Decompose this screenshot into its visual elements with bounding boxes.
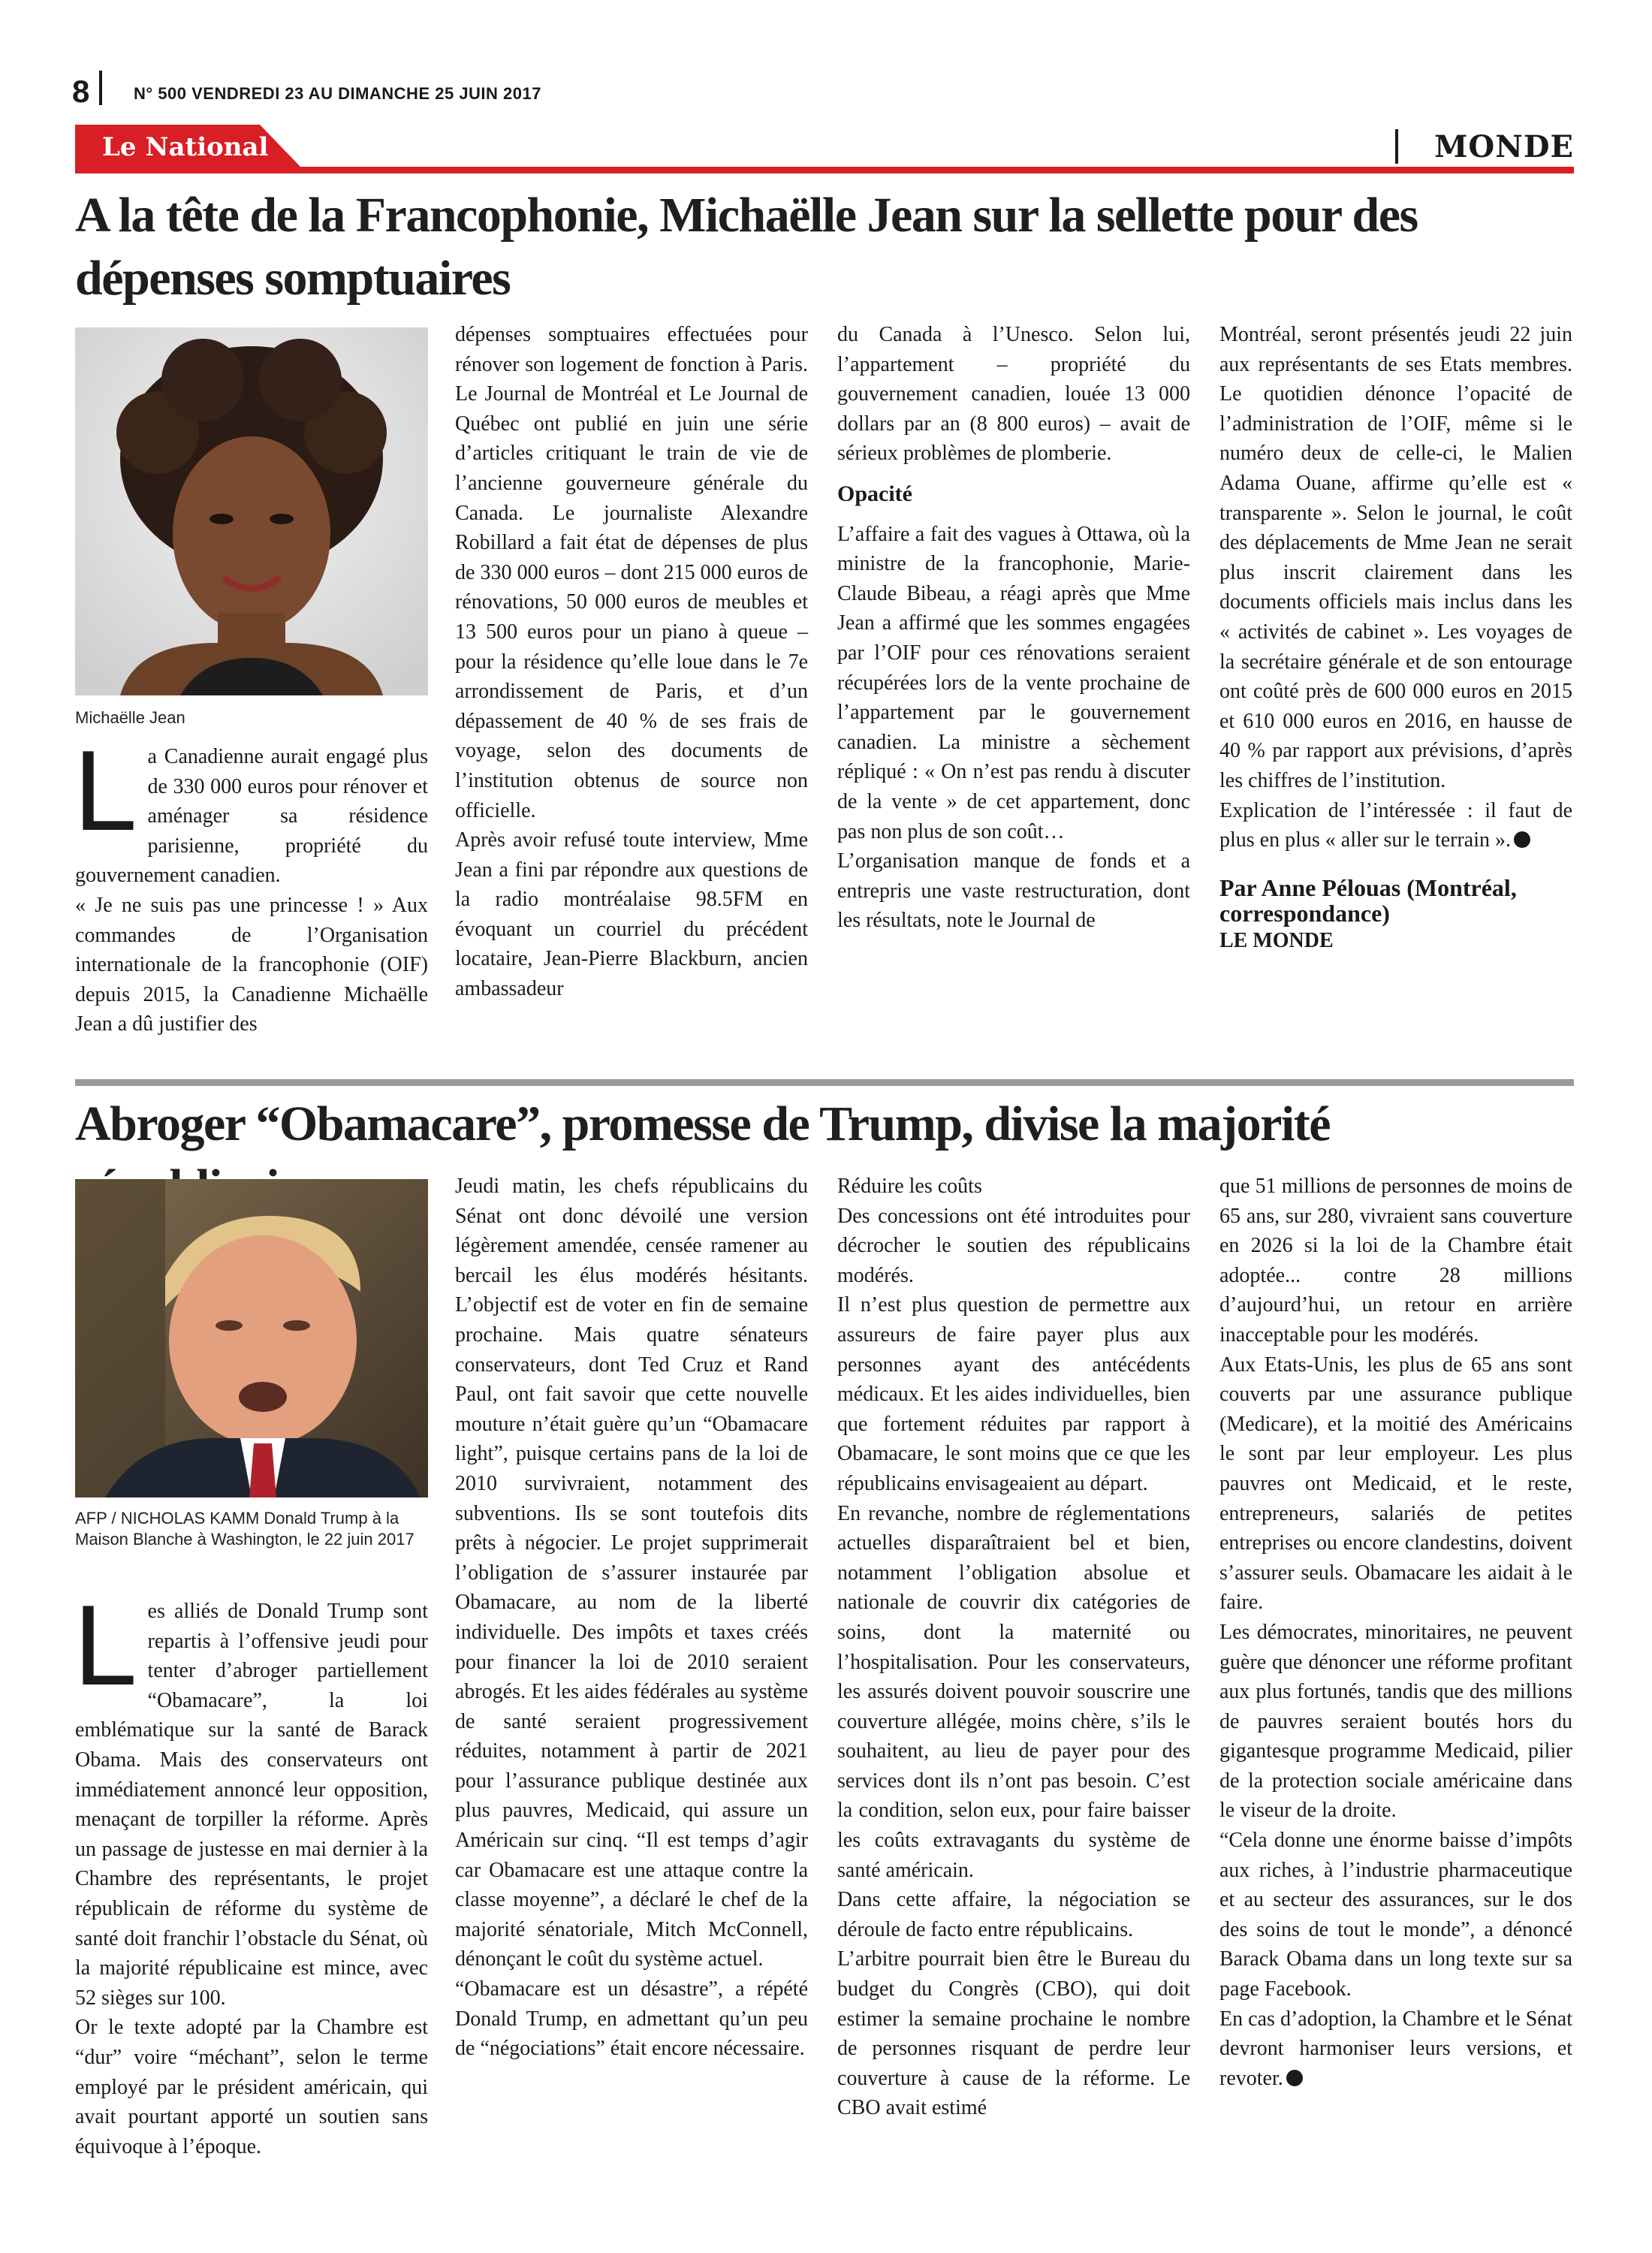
article2-paragraph: “Cela donne une énorme baisse d’impôts aux riches, à l’industrie pharmaceutique et au secteur des assurances, sur le dos des soins de tout le monde”, a dénoncé Barack Obama dans un long texte sur sa page Facebook.	[1219, 1829, 1572, 2001]
article1-column-4	[1219, 320, 1572, 955]
article1-paragraph: Après avoir refusé toute interview, Mme Jean a fini par répondre aux questions de la radio montréalaise 98.5FM en évoquant un courriel du précédent locataire, Jean-Pierre Blackburn, ancien ambassadeur	[455, 828, 808, 1001]
page-number-divider	[99, 71, 102, 105]
article1-column-3	[837, 320, 1190, 936]
article1-source: LE MONDE	[1219, 928, 1334, 952]
article2-paragraph: En revanche, nombre de réglementations actuelles disparaîtraient bel et bien, notamment l’obligation absolue et nationale de couvrir dix catégories de soins, dont la maternité ou l’hospitalisation. Pour les conservateurs, les assurés doivent pouvoir souscrire une couverture allégée, moins chère, s’ils le souhaitent, au lieu de payer pour des services dont ils n’ont pas besoin. C’est la condition, selon eux, pour faire baisser les coûts extravagants du système de santé américain.	[837, 1501, 1190, 1882]
page-number: 8	[72, 74, 90, 109]
issue-dateline: N° 500 VENDREDI 23 AU DIMANCHE 25 JUIN 2017	[134, 84, 541, 103]
article2-paragraph: Il n’est plus question de permettre aux assureurs de faire payer plus aux personnes ayant des antécédents médicaux. Et les aides individuelles, bien que fortement réduites par rapport à Obamacare, le sont moins que ce que les républicains envisageaient au départ.	[837, 1293, 1190, 1495]
article1-paragraph: Montréal, seront présentés jeudi 22 juin aux représentants de ses Etats membres. Le quotidien dénonce l’opacité de l’administration de l’OIF, même si le numéro deux de celle-ci, le Malien Adama Ouane, affirme qu’elle est « transparente ». Selon le journal, le coût des déplacements de Mme Jean ne serait plus inscrit clairement dans les documents officiels mais inclus dans les « activités de cabinet ». Les voyages de la secrétaire générale et de son entourage ont coûté près de 600 000 euros en 2015 et 610 000 euros en 2016, en hausse de 40 % par rapport aux prévisions, d’après les chiffres de l’institution.	[1219, 323, 1572, 792]
article2-dropcap: L	[74, 1582, 137, 1709]
article1-paragraph: du Canada à l’Unesco. Selon lui, l’appartement – propriété du gouvernement canadien, louée 13 000 dollars par an (8 800 euros) – avait de sérieux problèmes de plomberie.	[837, 323, 1190, 466]
article2-paragraph: Les démocrates, minoritaires, ne peuvent guère que dénoncer une réforme profitant aux plus fortunés, tandis que des millions de pauvres seraient boutés hors du gigantesque programme Medicaid, pilier de la protection sociale américaine dans le viseur de la droite.	[1219, 1620, 1572, 1823]
article2-paragraph: L’arbitre pourrait bien être le Bureau du budget du Congrès (CBO), qui doit estimer la semaine prochaine le nombre de personnes risquant de perdre leur couverture à cause de la réforme. Le CBO avait estimé	[837, 1947, 1190, 2120]
article2-column-4	[1219, 1172, 1572, 2093]
article2-photo-caption: AFP / NICHOLAS KAMM Donald Trump à la Maison Blanche à Washington, le 22 juin 2017	[75, 1509, 415, 1549]
article2-column-3	[837, 1172, 1190, 2123]
article1-paragraph: a Canadienne aurait engagé plus de 330 000 euros pour rénover et aménager sa résidence parisienne, propriété du gouvernement canadien.	[75, 745, 428, 888]
article2-paragraph: Aux Etats-Unis, les plus de 65 ans sont couverts par une assurance publique (Medicare), et la moitié des Américains le sont par leur employeur. Les plus pauvres ont Medicaid, et le reste, entrepreneurs, salariés de petites entreprises ou encore clandestins, doivent s’assurer seuls. Obamacare les aidait à le faire.	[1219, 1353, 1572, 1615]
end-of-article-icon	[1514, 831, 1530, 848]
article1-paragraph: L’organisation manque de fonds et a entrepris une vaste restructuration, dont les résultats, note le Journal de	[837, 849, 1190, 933]
article1-closing-text: Explication de l’intéressée : il faut de plus en plus « aller sur le terrain ».	[1219, 798, 1572, 852]
article2-paragraph: Des concessions ont été introduites pour décrocher le soutien des républicains modérés.	[837, 1204, 1190, 1287]
article-separator	[75, 1079, 1574, 1086]
article1-paragraph: dépenses somptuaires effectuées pour rénover son logement de fonction à Paris. Le Journal de Montréal et Le Journal de Québec ont publié en juin une série d’articles critiquant le train de vie de l’ancienne gouverneure générale du Canada. Le journaliste Alexandre Robillard a fait état de dépenses de plus de 330 000 euros – dont 215 000 euros de rénovations, 50 000 euros de meubles et 13 500 euros pour un piano à queue – pour la résidence qu’elle loue dans le 7e arrondissement de Paris, et d’un dépassement de 40 % de ses frais de voyage, selon des documents de l’institution obtenus de source non officielle.	[455, 323, 808, 822]
article1-paragraph	[1219, 796, 1572, 855]
article2-subhead: Réduire les coûts	[837, 1175, 982, 1198]
end-of-article-icon	[1286, 2070, 1303, 2086]
article2-column-1	[74, 1582, 428, 2161]
article2-paragraph	[1219, 2004, 1572, 2094]
section-divider	[1395, 129, 1398, 164]
header-rule	[75, 167, 1574, 173]
article2-paragraph: Dans cette affaire, la négociation se déroule de facto entre républicains.	[837, 1888, 1190, 1941]
section-name: MONDE	[1434, 129, 1574, 164]
article2-headline: Abroger “Obamacare”, promesse de Trump, divise la majorité	[75, 1096, 1330, 1151]
article2-paragraph: “Obamacare est un désastre”, a répété Donald Trump, en admettant qu’un peu de “négociations” était encore nécessaire.	[455, 1977, 808, 2061]
article1-column-1	[74, 727, 428, 1039]
article1-byline: Par Anne Pélouas (Montréal, correspondance)	[1219, 873, 1517, 927]
portrait-michaelle-jean	[75, 327, 428, 695]
article1-headline: A la tête de la Francophonie, Michaëlle Jean sur la sellette pour des dépenses somptuaires	[75, 188, 1418, 306]
article2-photo	[75, 1179, 428, 1497]
article1-photo	[75, 327, 428, 695]
article2-paragraph: Jeudi matin, les chefs républicains du Sénat ont donc dévoilé une version légèrement amendée, censée ramener au bercail les élus modérés hésitants. L’objectif est de voter en fin de semaine prochaine. Mais quatre sénateurs conservateurs, dont Ted Cruz et Rand Paul, ont fait savoir que cette nouvelle mouture n’était guère qu’un “Obamacare light”, puisque certains pans de la loi de 2010 survivraient, notamment des subventions. Ils se sont toutefois dits prêts à négocier. Le projet supprimerait l’obligation de s’assurer instaurée par Obamacare, au nom de la liberté individuelle. Des impôts et taxes créés pour financer la loi de 2010 seraient abrogés. Et les aides fédérales au système de santé seraient progressivement réduites, notamment à partir de 2021 pour l’assurance publique destinée aux plus pauvres, Medicaid, qui assure un Américain sur cinq. “Il est temps d’agir car Obamacare est une attaque contre la classe moyenne”, a déclaré le chef de la majorité sénatoriale, Mitch McConnell, dénonçant le coût du système actuel.	[455, 1175, 808, 1971]
article2-paragraph: Or le texte adopté par la Chambre est “dur” voire “méchant”, selon le terme employé par le président américain, qui avait pourtant apporté un soutien sans équivoque à l’époque.	[75, 2016, 428, 2158]
article1-paragraph: L’affaire a fait des vagues à Ottawa, où la ministre de la francophonie, Marie-Claude Bibeau, a réagi après que Mme Jean a affirmé que les sommes engagées par l’OIF pour ces rénovations seraient récupérées lors de la vente prochaine de l’appartement par le gouvernement canadien. La ministre a sèchement répliqué : « On n’est pas rendu à discuter de la vente » de cet appartement, donc pas non plus de son coût…	[837, 522, 1190, 843]
article1-subhead: Opacité	[837, 481, 912, 506]
article2-closing-text: En cas d’adoption, la Chambre et le Sénat devront harmoniser leurs versions, et revoter.	[1219, 2007, 1572, 2090]
article1-paragraph: « Je ne suis pas une princesse ! » Aux commandes de l’Organisation internationale de la francophonie (OIF) depuis 2015, la Canadienne Michaëlle Jean a dû justifier des	[75, 893, 428, 1036]
brand-name: Le National	[102, 132, 269, 162]
article1-photo-caption: Michaëlle Jean	[75, 708, 185, 727]
portrait-donald-trump	[75, 1179, 428, 1497]
article1-dropcap: L	[74, 727, 137, 855]
article2-column-2	[455, 1172, 808, 2064]
article1-column-2	[455, 320, 808, 1004]
article2-paragraph: es alliés de Donald Trump sont repartis à l’offensive jeudi pour tenter d’abroger partiellement “Obamacare”, la loi emblématique sur la santé de Barack Obama. Mais des conservateurs ont immédiatement annoncé leur opposition, menaçant de torpiller la réforme. Après un passage de justesse en mai dernier à la Chambre des représentants, le projet républicain de réforme du système de santé doit franchir l’obstacle du Sénat, où la majorité républicaine est mince, avec 52 sièges sur 100.	[75, 1600, 428, 2010]
article2-paragraph: que 51 millions de personnes de moins de 65 ans, sur 280, vivraient sans couverture en 2026 si la loi de la Chambre était adoptée... contre 28 millions d’aujourd’hui, un retour en arrière inacceptable pour les modérés.	[1219, 1175, 1572, 1347]
